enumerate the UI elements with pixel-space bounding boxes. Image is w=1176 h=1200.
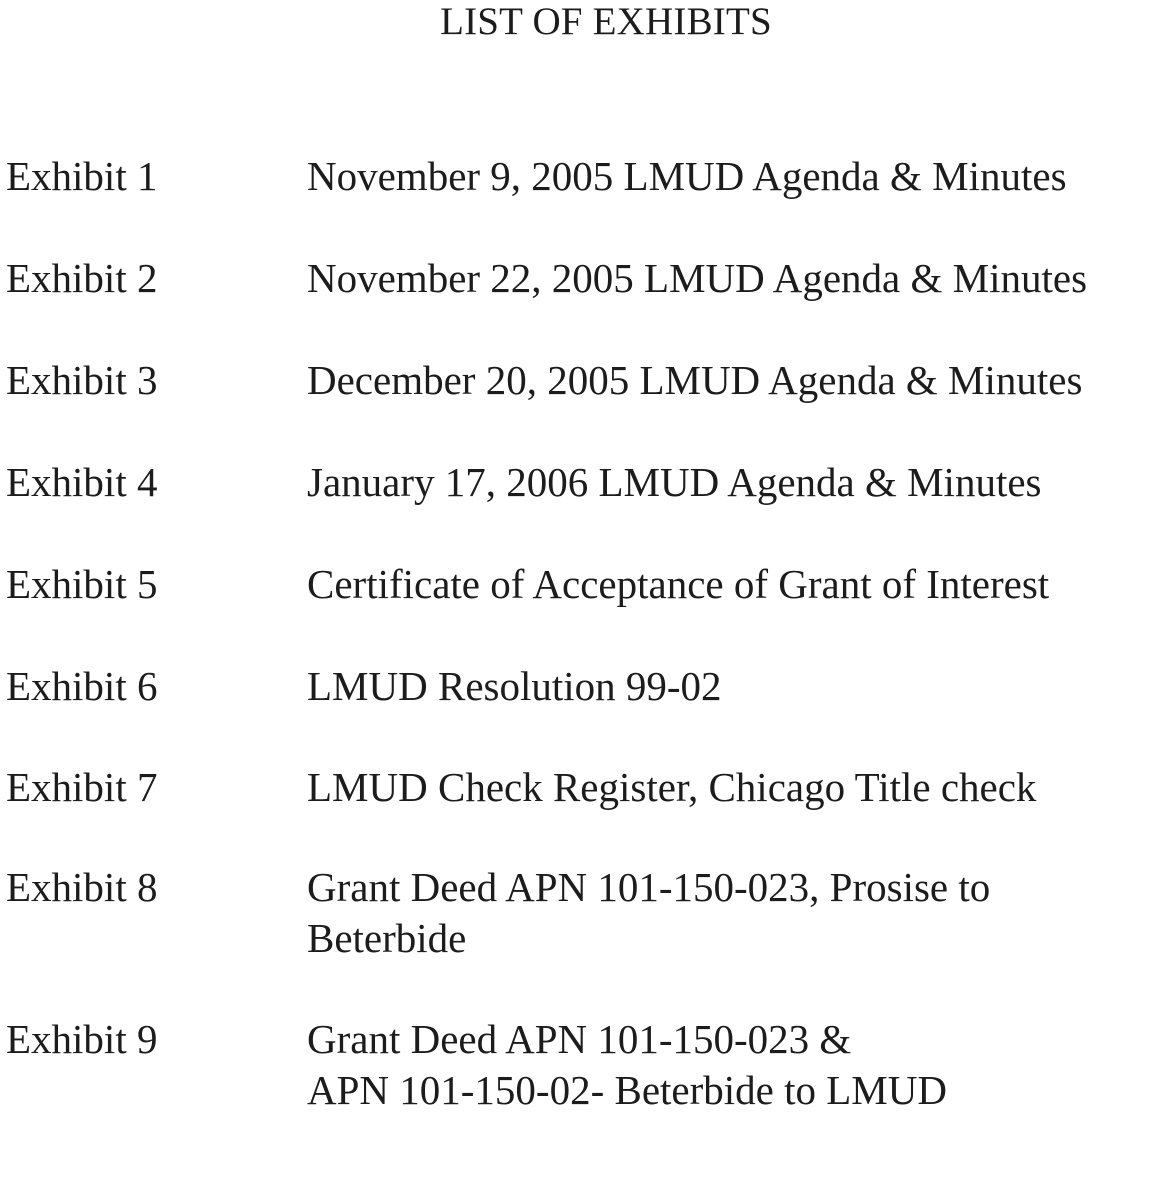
exhibit-number: Exhibit 1 — [6, 153, 158, 199]
exhibit-description: Grant Deed APN 101-150-023 & APN 101-150-02- Beterbide to LMUD — [307, 1016, 947, 1113]
exhibit-description: January 17, 2006 LMUD Agenda & Minutes — [307, 459, 1042, 505]
exhibit-number: Exhibit 8 — [6, 864, 158, 910]
document-title: LIST OF EXHIBITS — [440, 0, 772, 43]
exhibit-number: Exhibit 6 — [6, 663, 158, 709]
exhibit-number: Exhibit 5 — [6, 561, 158, 607]
exhibit-description: November 22, 2005 LMUD Agenda & Minutes — [307, 255, 1088, 301]
exhibit-number: Exhibit 9 — [6, 1016, 158, 1062]
exhibit-number: Exhibit 4 — [6, 459, 158, 505]
exhibit-description: December 20, 2005 LMUD Agenda & Minutes — [307, 357, 1083, 403]
exhibit-number: Exhibit 7 — [6, 764, 158, 810]
exhibit-description: LMUD Resolution 99-02 — [307, 663, 722, 709]
exhibit-description: LMUD Check Register, Chicago Title check — [307, 764, 1037, 810]
exhibit-description: Grant Deed APN 101-150-023, Prosise to Beterbide — [307, 864, 991, 961]
exhibit-description: Certificate of Acceptance of Grant of Interest — [307, 561, 1050, 607]
exhibit-number: Exhibit 2 — [6, 255, 158, 301]
exhibit-number: Exhibit 3 — [6, 357, 158, 403]
exhibit-description: November 9, 2005 LMUD Agenda & Minutes — [307, 153, 1067, 199]
